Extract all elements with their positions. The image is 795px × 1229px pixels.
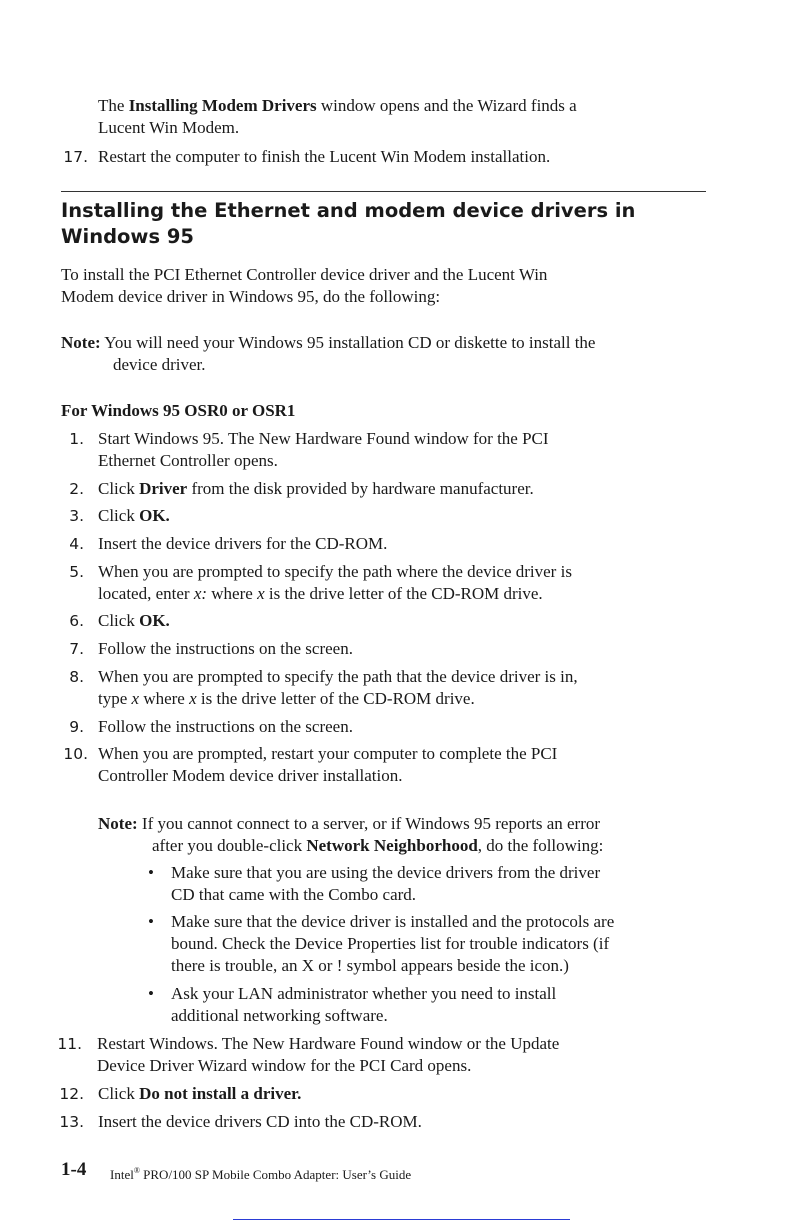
- step-9-text: Follow the instructions on the screen.: [98, 717, 353, 736]
- step-12-text: Click Do not install a driver.: [98, 1084, 302, 1103]
- bullet-1-marker: •: [148, 863, 154, 882]
- step-4-number: 4.: [69, 535, 84, 553]
- step-8-number: 8.: [69, 668, 84, 686]
- note-label: Note:: [98, 814, 138, 833]
- ok-button-name: OK.: [139, 611, 170, 630]
- step-9-number: 9.: [69, 718, 84, 736]
- step-10-line-2: Controller Modem device driver installation.: [98, 766, 403, 785]
- step-5-line-2: located, enter x: where x is the drive letter of the CD-ROM drive.: [98, 584, 543, 603]
- step-6-text: Click OK.: [98, 611, 170, 630]
- bullet-2-line-1: Make sure that the device driver is installed and the protocols are: [171, 912, 615, 931]
- bullet-3-line-2: additional networking software.: [171, 1006, 388, 1025]
- step-7-number: 7.: [69, 640, 84, 658]
- step-3-number: 3.: [69, 507, 84, 525]
- section-divider: [61, 191, 706, 192]
- network-neighborhood-name: Network Neighborhood: [306, 836, 478, 855]
- step-1-number: 1.: [69, 430, 84, 448]
- step-17-number: 17.: [63, 148, 88, 166]
- step-10-line-1: When you are prompted, restart your computer to complete the PCI: [98, 744, 558, 763]
- step-8-line-1: When you are prompted to specify the path that the device driver is in,: [98, 667, 578, 686]
- step-10-number: 10.: [63, 745, 88, 763]
- step-11-line-2: Device Driver Wizard window for the PCI Card opens.: [97, 1056, 472, 1075]
- bullet-2-line-3: there is trouble, an X or ! symbol appears beside the icon.): [171, 956, 569, 975]
- intro-line-1: The Installing Modem Drivers window opens and the Wizard finds a: [98, 96, 577, 115]
- step-2-text: Click Driver from the disk provided by hardware manufacturer.: [98, 479, 534, 498]
- subheading-osr: For Windows 95 OSR0 or OSR1: [61, 401, 296, 420]
- step-12-number: 12.: [59, 1085, 84, 1103]
- step-13-text: Insert the device drivers CD into the CD-ROM.: [98, 1112, 422, 1131]
- step-13-number: 13.: [59, 1113, 84, 1131]
- intro-paragraph-line-2: Modem device driver in Windows 95, do the following:: [61, 287, 441, 306]
- step-8-line-2: type x where x is the drive letter of the CD-ROM drive.: [98, 689, 475, 708]
- step-5-line-1: When you are prompted to specify the path where the device driver is: [98, 562, 572, 581]
- step-1-line-2: Ethernet Controller opens.: [98, 451, 278, 470]
- step-2-number: 2.: [69, 480, 84, 498]
- note-1-line-2: device driver.: [113, 355, 206, 374]
- note-2-line-1: Note: If you cannot connect to a server, or if Windows 95 reports an error: [98, 814, 601, 833]
- step-6-number: 6.: [69, 612, 84, 630]
- ok-button-name: OK.: [139, 506, 170, 525]
- driver-option-name: Driver: [139, 479, 188, 498]
- note-1-line-1: Note: You will need your Windows 95 installation CD or diskette to install the: [61, 333, 596, 352]
- section-heading: Installing the Ethernet and modem device drivers in Windows 95: [61, 199, 636, 248]
- bullet-1-line-2: CD that came with the Combo card.: [171, 885, 417, 904]
- note-2-line-2: after you double-click Network Neighborhood, do the following:: [152, 836, 604, 855]
- page-number: 1-4: [61, 1159, 87, 1180]
- bullet-3-marker: •: [148, 984, 154, 1003]
- bullet-3-line-1: Ask your LAN administrator whether you need to install: [171, 984, 557, 1003]
- step-4-text: Insert the device drivers for the CD-ROM.: [98, 534, 388, 553]
- bullet-1-line-1: Make sure that you are using the device drivers from the driver: [171, 863, 601, 882]
- step-17-text: Restart the computer to finish the Lucent Win Modem installation.: [98, 147, 551, 166]
- installing-modem-drivers-window-name: Installing Modem Drivers: [128, 96, 317, 115]
- do-not-install-option-name: Do not install a driver.: [139, 1084, 302, 1103]
- bullet-2-line-2: bound. Check the Device Properties list for trouble indicators (if: [171, 934, 610, 953]
- step-1-line-1: Start Windows 95. The New Hardware Found window for the PCI: [98, 429, 549, 448]
- footer-guide-title: Intel® PRO/100 SP Mobile Combo Adapter: User’s Guide: [110, 1166, 412, 1182]
- bottom-link-underline[interactable]: [233, 1219, 570, 1220]
- step-11-line-1: Restart Windows. The New Hardware Found window or the Update: [97, 1034, 560, 1053]
- step-5-number: 5.: [69, 563, 84, 581]
- note-label: Note:: [61, 333, 101, 352]
- registered-mark: ®: [133, 1166, 140, 1175]
- step-3-text: Click OK.: [98, 506, 170, 525]
- step-7-text: Follow the instructions on the screen.: [98, 639, 353, 658]
- intro-paragraph-line-1: To install the PCI Ethernet Controller device driver and the Lucent Win: [61, 265, 548, 284]
- step-11-number: 11.: [57, 1035, 82, 1053]
- intro-line-2: Lucent Win Modem.: [98, 118, 240, 137]
- bullet-2-marker: •: [148, 912, 154, 931]
